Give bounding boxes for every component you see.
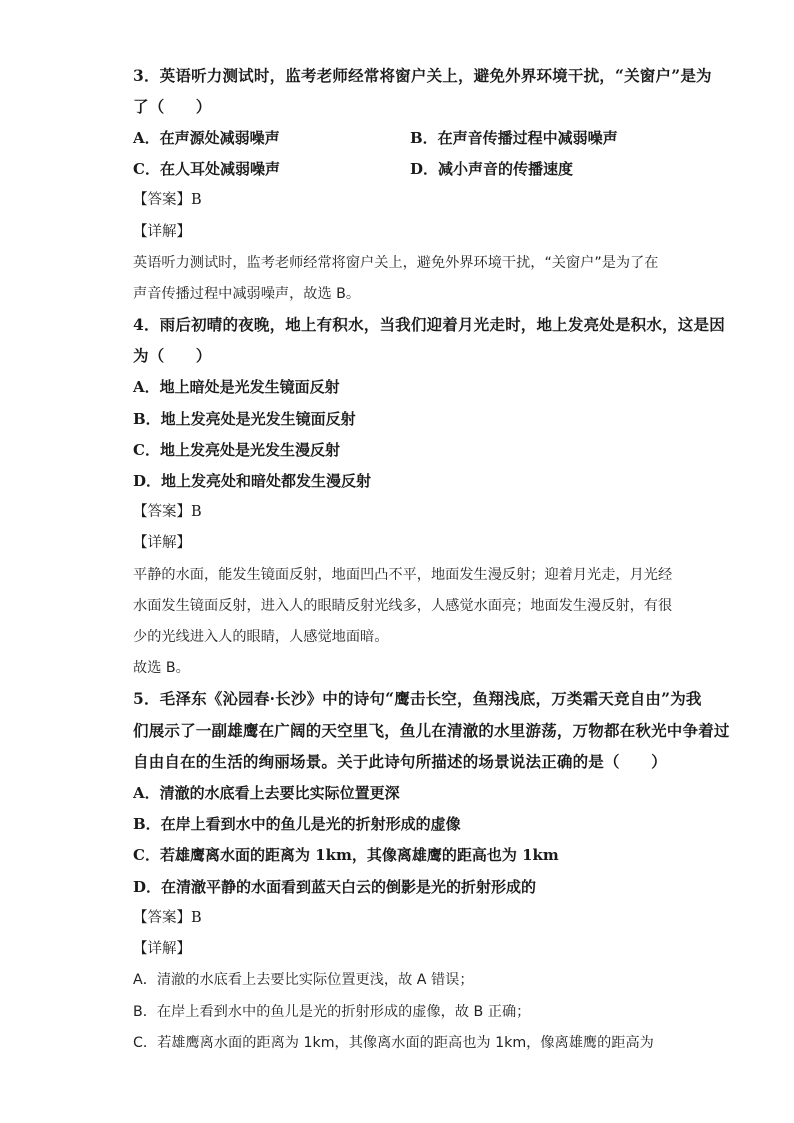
q4-detail-line-1: 平静的水面，能发生镜面反射，地面凹凸不平，地面发生漫反射；迎着月光走，月光经 — [133, 567, 673, 583]
q4-detail-line-3: 少的光线进入人的眼睛，人感觉地面暗。 — [133, 629, 389, 645]
q5-detail-line-3: C．若雄鹰离水面的距离为 1km，其像离水面的距高也为 1km，像离雄鹰的距高为 — [133, 1035, 654, 1051]
q4-stem-line-2: 为（ ） — [133, 346, 212, 365]
q3-option-c: C．在人耳处减弱噪声 — [133, 160, 280, 178]
q5-detail-line-1: A．清澈的水底看上去要比实际位置更浅，故 A 错误； — [133, 972, 474, 988]
q4-option-d: D．地上发亮处和暗处都发生漫反射 — [133, 472, 372, 490]
q4-detail-line-4: 故选 B。 — [133, 660, 190, 676]
q3-detail-line-2: 声音传播过程中减弱噪声，故选 B。 — [133, 286, 361, 302]
q4-option-b: B．地上发亮处是光发生镜面反射 — [133, 410, 356, 428]
q4-detail-tag: 【详解】 — [133, 535, 191, 551]
q4-answer: 【答案】B — [133, 504, 202, 520]
q4-option-c: C．地上发亮处是光发生漫反射 — [133, 441, 340, 459]
q3-stem-line-2: 了（ ） — [133, 97, 212, 116]
q5-stem-line-2: 们展示了一副雄鹰在广阔的天空里飞，鱼儿在清澈的水里游荡，万物都在秋光中争着过 — [133, 721, 730, 740]
q3-detail-tag: 【详解】 — [133, 224, 191, 240]
q3-detail-line-1: 英语听力测试时，监考老师经常将窗户关上，避免外界环境干扰，“关窗户”是为了在 — [133, 255, 659, 271]
q5-detail-tag: 【详解】 — [133, 941, 191, 957]
q5-option-a: A．清澈的水底看上去要比实际位置更深 — [133, 784, 400, 802]
q3-option-b: B．在声音传播过程中减弱噪声 — [410, 129, 618, 147]
q3-option-a: A．在声源处减弱噪声 — [133, 129, 280, 147]
q5-detail-line-2: B．在岸上看到水中的鱼儿是光的折射形成的虚像，故 B 正确； — [133, 1004, 531, 1020]
q5-option-d: D．在清澈平静的水面看到蓝天白云的倒影是光的折射形成的 — [133, 878, 537, 896]
q5-answer: 【答案】B — [133, 910, 202, 926]
q5-option-c: C．若雄鹰离水面的距离为 1km，其像离雄鹰的距高也为 1km — [133, 846, 559, 864]
q3-option-d: D．减小声音的传播速度 — [410, 160, 574, 178]
q4-detail-line-2: 水面发生镜面反射，进入人的眼睛反射光线多，人感觉水面亮；地面发生漫反射，有很 — [133, 598, 673, 614]
q3-answer: 【答案】B — [133, 192, 202, 208]
q4-option-a: A．地上暗处是光发生镜面反射 — [133, 378, 340, 396]
q5-option-b: B．在岸上看到水中的鱼儿是光的折射形成的虚像 — [133, 815, 461, 833]
q4-stem-line-1: 4．雨后初晴的夜晚，地上有积水，当我们迎着月光走时，地上发亮处是积水，这是因 — [133, 315, 725, 334]
q5-stem-line-3: 自由自在的生活的绚丽场景。关于此诗句所描述的场景说法正确的是（ ） — [133, 752, 667, 771]
q3-stem-line-1: 3．英语听力测试时，监考老师经常将窗户关上，避免外界环境干扰，“关窗户”是为 — [133, 66, 712, 85]
q5-stem-line-1: 5．毛泽东《沁园春·长沙》中的诗句“鹰击长空，鱼翔浅底，万类霜天竞自由”为我 — [133, 689, 702, 708]
